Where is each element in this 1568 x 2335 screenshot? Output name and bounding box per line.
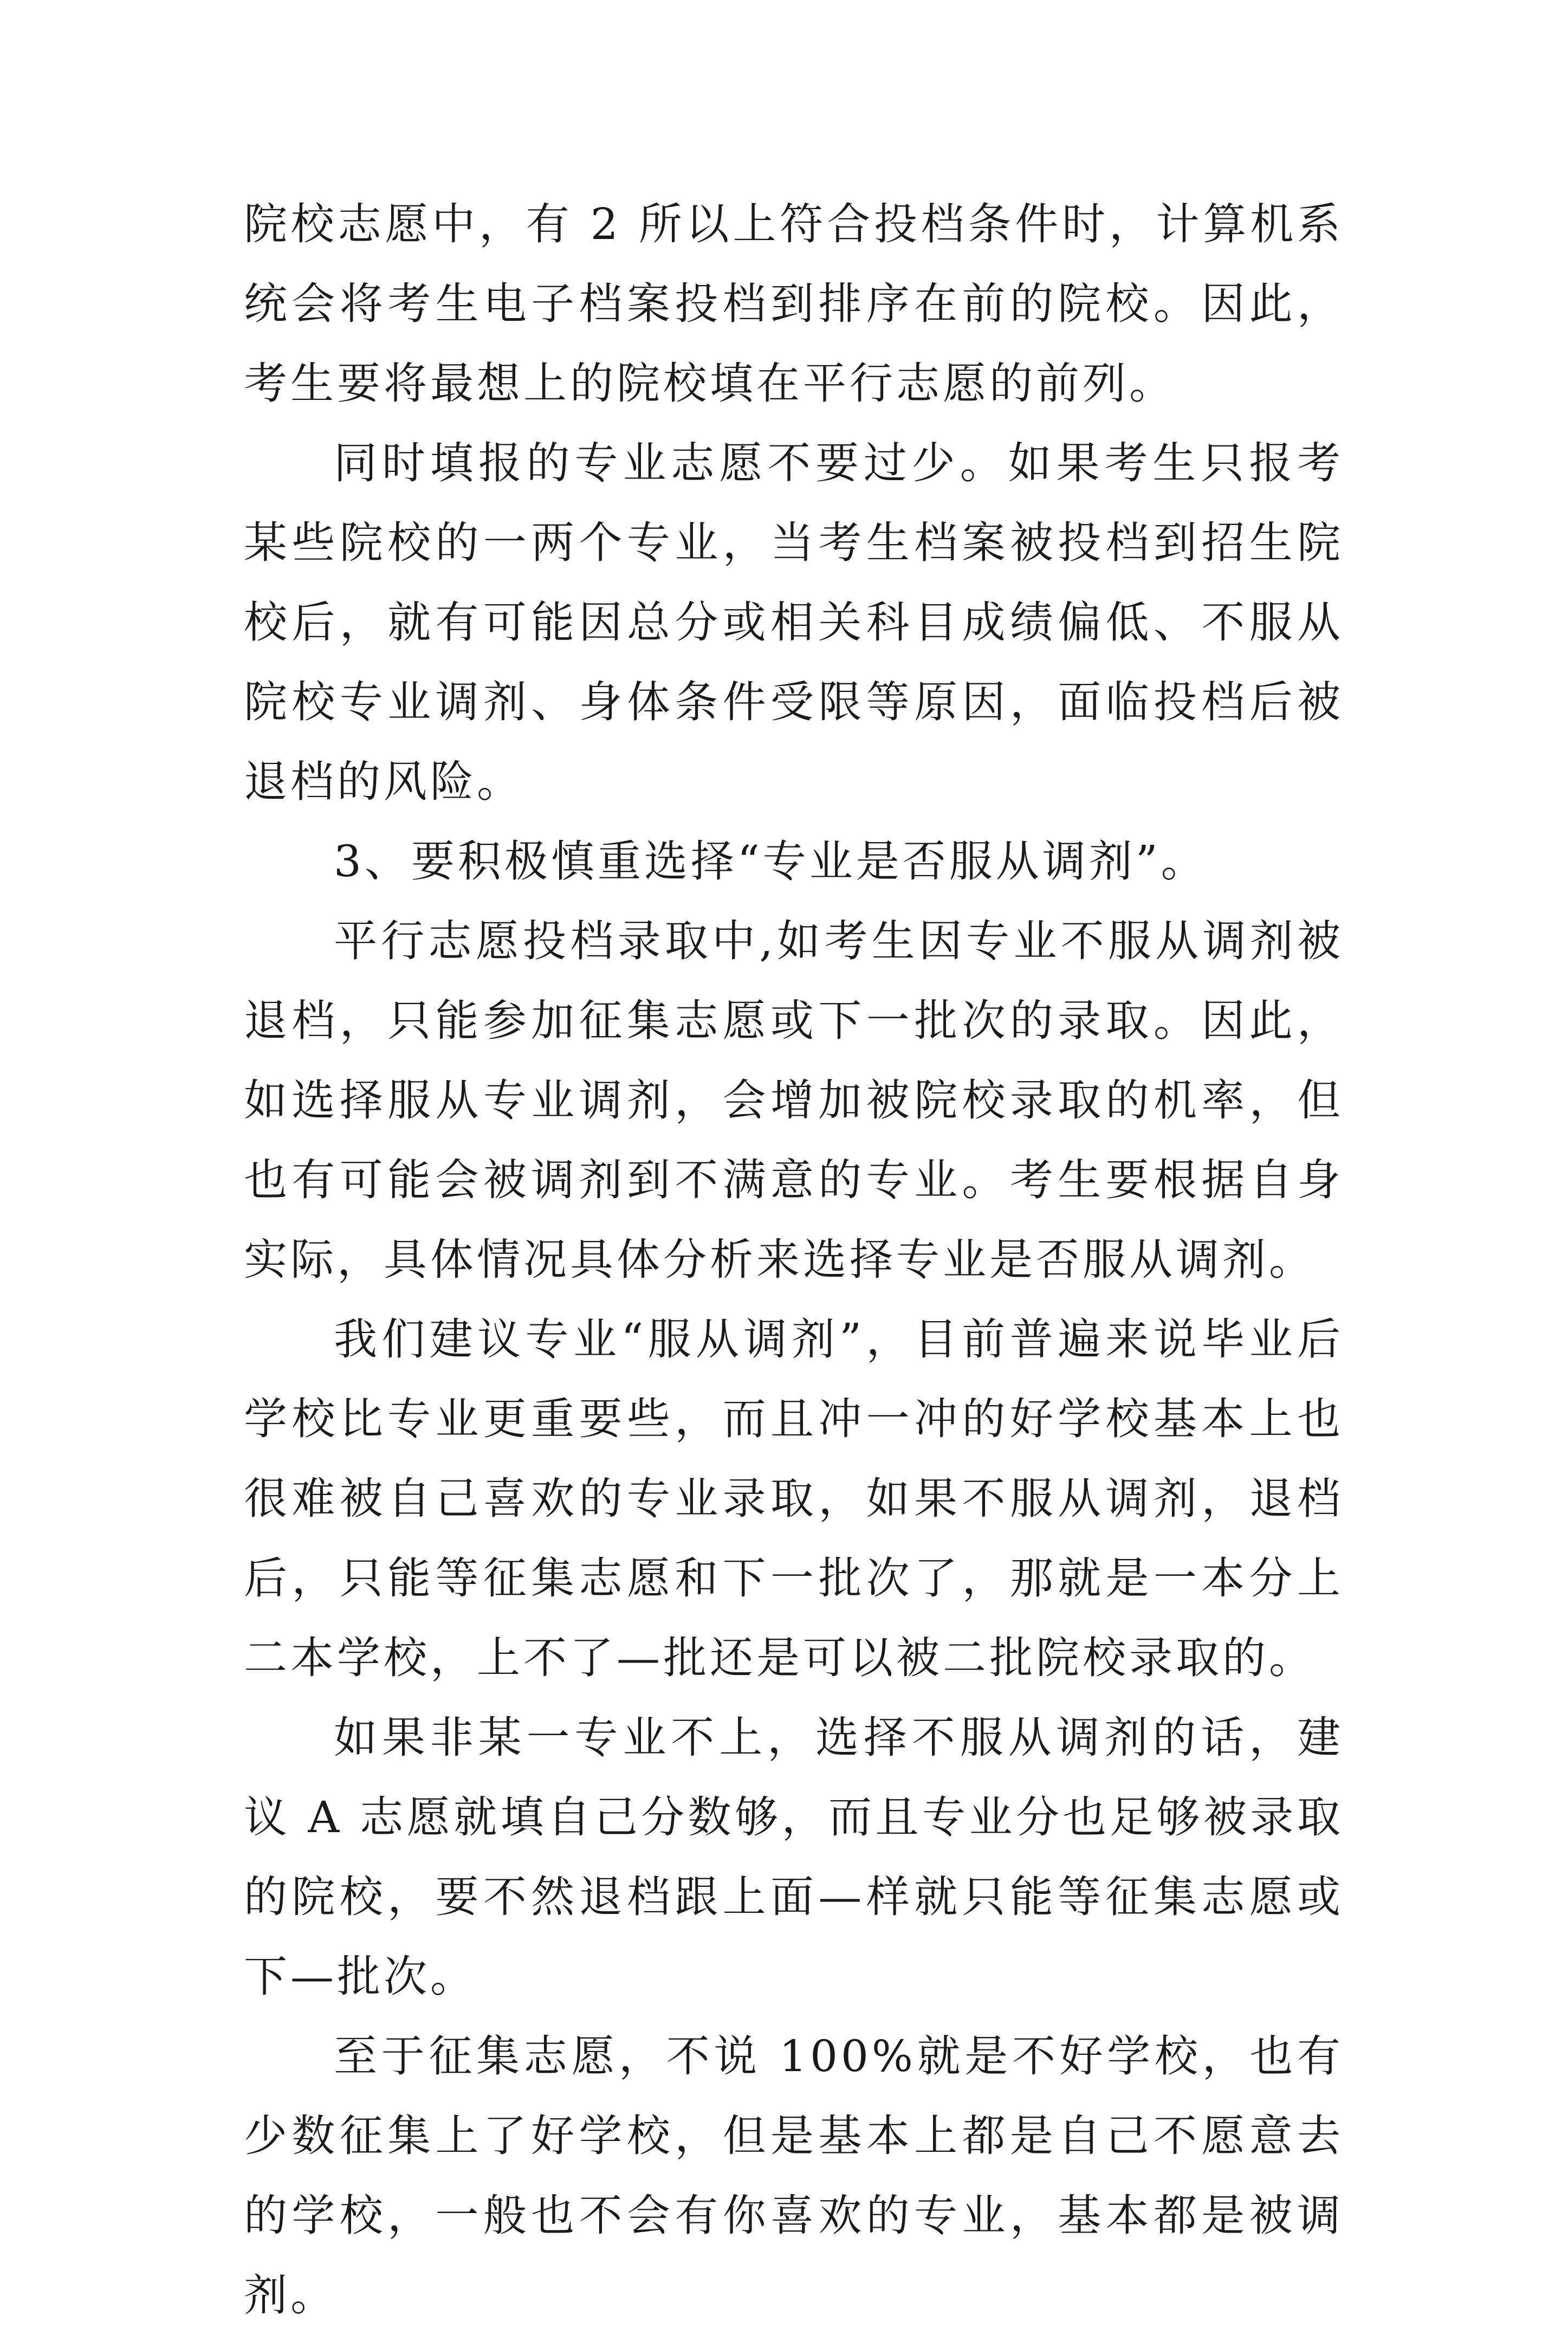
paragraph-4: 平行志愿投档录取中,如考生因专业不服从调剂被退档，只能参加征集志愿或下一批次的录取。因此，如选择服从专业调剂，会增加被院校录取的机率，但也有可能会被调剂到不满意的专业。考生要根据自身实际，具体情况具体分析来选择专业是否服从调剂。 (244, 916, 1344, 1285)
paragraph-7: 至于征集志愿，不说 100%就是不好学校，也有少数征集上了好学校，但是基本上都是自己不愿意去的学校，一般也不会有你喜欢的专业，基本都是被调剂。 (244, 2031, 1344, 2320)
document-body (244, 184, 1344, 2335)
paragraph-3-heading: 3、要积极慎重选择“专业是否服从调剂”。 (334, 836, 1208, 887)
paragraph-6: 如果非某一专业不上，选择不服从调剂的话，建议 A 志愿就填自己分数够，而且专业分也足够被录取的院校，要不然退档跟上面—样就只能等征集志愿或下—批次。 (244, 1712, 1344, 2002)
paragraph-2: 同时填报的专业志愿不要过少。如果考生只报考某些院校的一两个专业，当考生档案被投档到招生院校后，就有可能因总分或相关科目成绩偏低、不服从院校专业调剂、身体条件受限等原因，面临投档后被退档的风险。 (244, 438, 1344, 807)
paragraph-5: 我们建议专业“服从调剂”，目前普遍来说毕业后学校比专业更重要些，而且冲一冲的好学校基本上也很难被自己喜欢的专业录取，如果不服从调剂，退档后，只能等征集志愿和下一批次了，那就是一本分上二本学校，上不了—批还是可以被二批院校录取的。 (244, 1314, 1344, 1683)
paragraph-1: 院校志愿中，有 2 所以上符合投档条件时，计算机系统会将考生电子档案投档到排序在前的院校。因此，考生要将最想上的院校填在平行志愿的前列。 (244, 199, 1344, 409)
